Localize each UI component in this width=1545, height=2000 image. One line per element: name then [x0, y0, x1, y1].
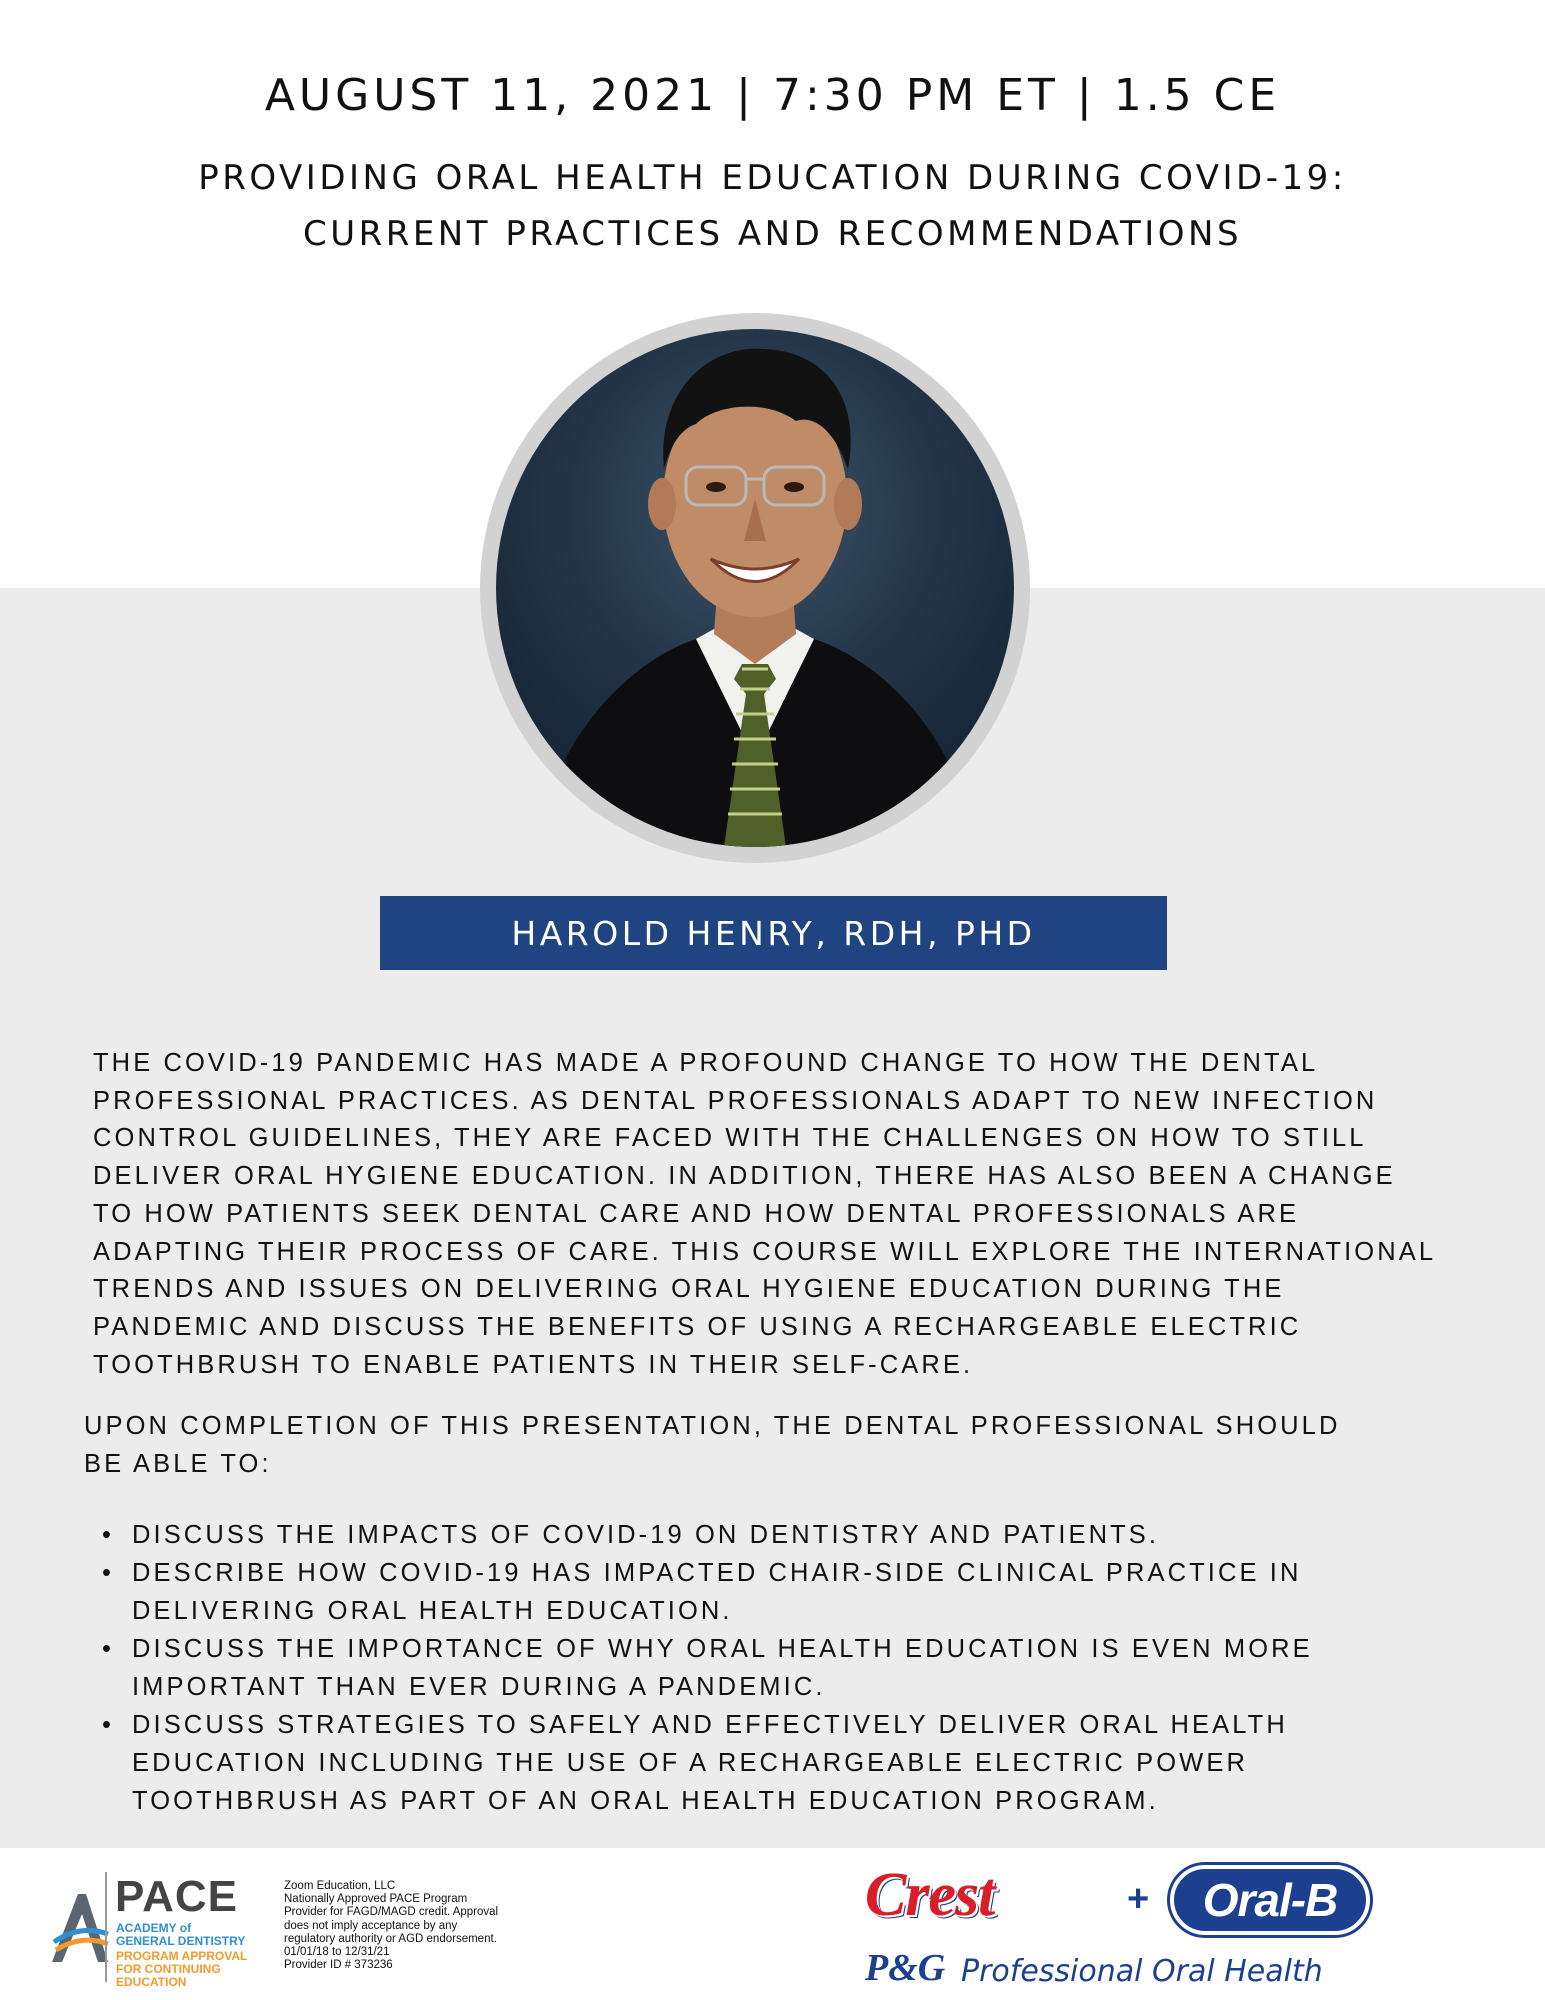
speaker-name-banner	[380, 896, 1167, 970]
pace-approval-line: 01/01/18 to 12/31/21	[284, 1946, 390, 1959]
pace-approval-line: regulatory authority or AGD endorsement.	[284, 1932, 497, 1945]
event-date-line: AUGUST 11, 2021 | 7:30 PM ET | 1.5 CE	[264, 70, 1281, 121]
crest-logo: Crest	[865, 1861, 995, 1929]
objective-line: IMPORTANT THAN EVER DURING A PANDEMIC.	[132, 1673, 826, 1701]
pace-logo	[50, 1872, 280, 1990]
pace-a-mark-icon	[50, 1884, 110, 1964]
objective-line: EDUCATION INCLUDING THE USE OF A RECHARGEABLE ELECTRIC POWER	[132, 1749, 1248, 1777]
objectives-intro	[84, 1407, 1504, 1483]
speaker-portrait-illustration	[496, 329, 1014, 847]
objective-line: DESCRIBE HOW COVID-19 HAS IMPACTED CHAIR-SIDE CLINICAL PRACTICE IN	[132, 1559, 1302, 1587]
description-line: ADAPTING THEIR PROCESS OF CARE. THIS COURSE WILL EXPLORE THE INTERNATIONAL	[93, 1237, 1437, 1266]
oral-b-wordmark: Oral-B	[1202, 1874, 1338, 1926]
plus-sign: +	[1127, 1878, 1150, 1920]
pg-logo: P&G	[865, 1947, 946, 1989]
description-line: TOOTHBRUSH TO ENABLE PATIENTS IN THEIR SELF-CARE.	[93, 1350, 974, 1379]
bullet-dot-icon: •	[102, 1559, 115, 1587]
objectives-intro-line: BE ABLE TO:	[84, 1450, 272, 1478]
pace-logo-line: ACADEMY of	[116, 1921, 192, 1935]
objective-item	[100, 1516, 1500, 1554]
objective-item	[100, 1554, 1500, 1630]
pace-logo-line: FOR CONTINUING	[116, 1962, 221, 1976]
sponsor-logos	[865, 1850, 1385, 1995]
description-line: PROFESSIONAL PRACTICES. AS DENTAL PROFESSIONALS ADAPT TO NEW INFECTION	[93, 1086, 1378, 1115]
oral-b-logo	[1170, 1865, 1370, 1935]
pace-approval-line: Zoom Education, LLC	[284, 1880, 396, 1892]
bullet-dot-icon: •	[102, 1521, 115, 1549]
objectives-list	[100, 1516, 1500, 1820]
objective-line: DELIVERING ORAL HEALTH EDUCATION.	[132, 1597, 733, 1625]
objective-item	[100, 1630, 1500, 1706]
objective-line: DISCUSS THE IMPACTS OF COVID-19 ON DENTISTRY AND PATIENTS.	[132, 1521, 1160, 1549]
speaker-name: HAROLD HENRY, RDH, PHD	[511, 913, 1036, 953]
description-line: THE COVID-19 PANDEMIC HAS MADE A PROFOUND CHANGE TO HOW THE DENTAL	[93, 1049, 1319, 1077]
course-title-line: CURRENT PRACTICES AND RECOMMENDATIONS	[302, 214, 1243, 254]
pace-logo-line: EDUCATION	[116, 1975, 187, 1989]
pace-approval-line: Provider ID # 373236	[284, 1959, 393, 1972]
pace-divider	[105, 1872, 107, 1982]
description-line: TRENDS AND ISSUES ON DELIVERING ORAL HYGIENE EDUCATION DURING THE	[93, 1275, 1285, 1304]
pace-wordmark: PACE	[115, 1872, 238, 1921]
course-title-line: PROVIDING ORAL HEALTH EDUCATION DURING COVID-19:	[198, 158, 1347, 198]
description-line: CONTROL GUIDELINES, THEY ARE FACED WITH THE CHALLENGES ON HOW TO STILL	[93, 1124, 1367, 1153]
speaker-portrait-frame	[480, 313, 1030, 863]
pace-logo-line: GENERAL DENTISTRY	[116, 1934, 246, 1948]
pace-logo-line: PROGRAM APPROVAL	[116, 1949, 248, 1963]
objective-item	[100, 1706, 1500, 1820]
objective-line: DISCUSS STRATEGIES TO SAFELY AND EFFECTIVELY DELIVER ORAL HEALTH	[132, 1711, 1288, 1739]
pace-approval-text	[284, 1880, 574, 1972]
pg-professional-oral-health: Professional Oral Health	[961, 1954, 1323, 1989]
course-description	[93, 1045, 1513, 1384]
course-title	[60, 150, 1485, 262]
description-line: TO HOW PATIENTS SEEK DENTAL CARE AND HOW DENTAL PROFESSIONALS ARE	[93, 1199, 1300, 1228]
bullet-dot-icon: •	[102, 1711, 115, 1739]
objectives-intro-line: UPON COMPLETION OF THIS PRESENTATION, THE DENTAL PROFESSIONAL SHOULD	[84, 1412, 1341, 1440]
description-line: DELIVER ORAL HYGIENE EDUCATION. IN ADDITION, THERE HAS ALSO BEEN A CHANGE	[93, 1162, 1396, 1191]
pace-approval-line: Provider for FAGD/MAGD credit. Approval	[284, 1906, 499, 1919]
bullet-dot-icon: •	[102, 1635, 115, 1663]
pace-approval-line: does not imply acceptance by any	[284, 1919, 458, 1932]
description-line: PANDEMIC AND DISCUSS THE BENEFITS OF USING A RECHARGEABLE ELECTRIC	[93, 1312, 1302, 1341]
speaker-portrait	[496, 329, 1014, 847]
objective-line: DISCUSS THE IMPORTANCE OF WHY ORAL HEALTH EDUCATION IS EVEN MORE	[132, 1635, 1313, 1663]
objective-line: TOOTHBRUSH AS PART OF AN ORAL HEALTH EDUCATION PROGRAM.	[132, 1787, 1159, 1815]
pace-approval-line: Nationally Approved PACE Program	[284, 1893, 468, 1906]
